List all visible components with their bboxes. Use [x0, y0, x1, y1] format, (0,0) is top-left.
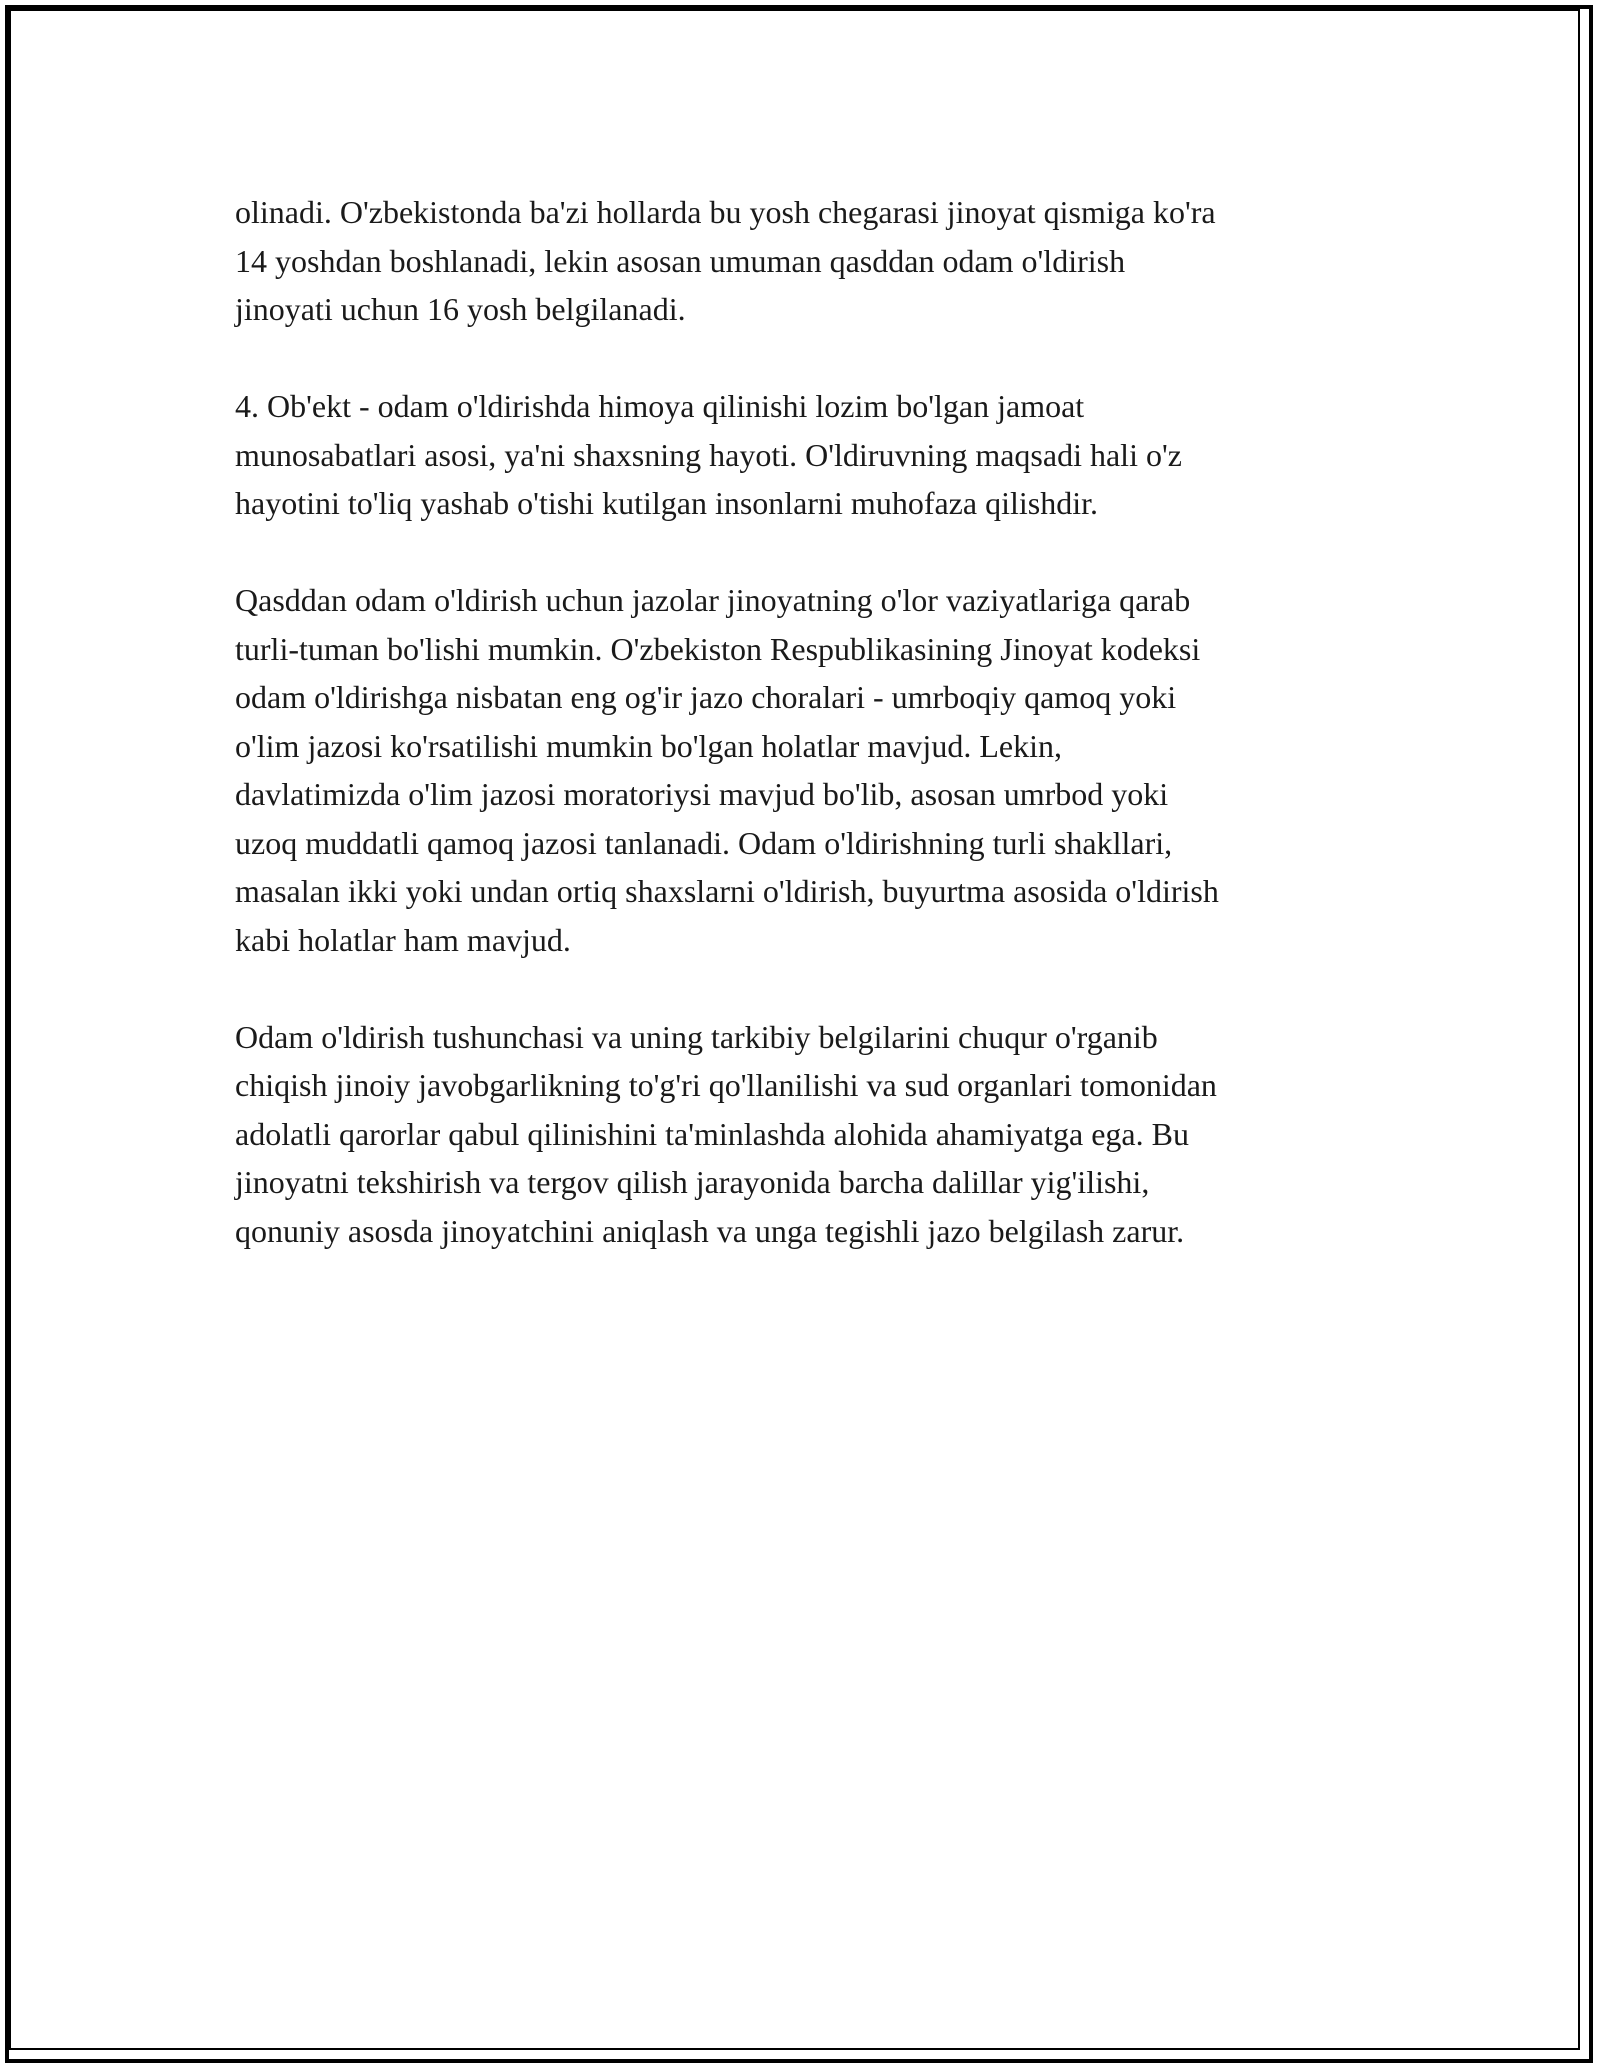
text-line: odam o'ldirishga nisbatan eng og'ir jazo choralari - umrboqiy qamoq yoki: [235, 679, 1177, 715]
text-line: davlatimizda o'lim jazosi moratoriysi mavjud bo'lib, asosan umrbod yoki: [235, 776, 1169, 812]
text-line: Qasddan odam o'ldirish uchun jazolar jinoyatning o'lor vaziyatlariga qarab: [235, 582, 1191, 618]
text-line: adolatli qarorlar qabul qilinishini ta'minlashda alohida ahamiyatga ega. Bu: [235, 1115, 1189, 1152]
paragraph-conclusion: [235, 1013, 1375, 1256]
text-line: olinadi. O'zbekistonda ba'zi hollarda bu yosh chegarasi jinoyat qismiga ko'ra: [235, 194, 1216, 230]
text-line: masalan ikki yoki undan ortiq shaxslarni o'ldirish, buyurtma asosida o'ldirish: [235, 873, 1219, 909]
text-line: munosabatlari asosi, ya'ni shaxsning hayoti. O'ldiruvning maqsadi hali o'z: [235, 436, 1182, 473]
text-line: jinoyatni tekshirish va tergov qilish jarayonida barcha dalillar yig'ilishi,: [235, 1164, 1150, 1200]
text-line: jinoyati uchun 16 yosh belgilanadi.: [235, 291, 686, 327]
text-line: o'lim jazosi ko'rsatilishi mumkin bo'lgan holatlar mavjud. Lekin,: [235, 727, 1062, 764]
text-line: hayotini to'liq yashab o'tishi kutilgan insonlarni muhofaza qilishdir.: [235, 485, 1098, 521]
paragraph-age-limit: [235, 188, 1375, 334]
text-line: uzoq muddatli qamoq jazosi tanlanadi. Odam o'ldirishning turli shakllari,: [235, 824, 1173, 861]
text-line: qonuniy asosda jinoyatchini aniqlash va unga tegishli jazo belgilash zarur.: [235, 1212, 1185, 1249]
text-line: chiqish jinoiy javobgarlikning to'g'ri qo'llanilishi va sud organlari tomonidan: [235, 1067, 1217, 1103]
text-line: turli-tuman bo'lishi mumkin. O'zbekiston Respublikasining Jinoyat kodeksi: [235, 630, 1201, 667]
text-line: 14 yoshdan boshlanadi, lekin asosan umuman qasddan odam o'ldirish: [235, 242, 1126, 279]
paragraph-object: [235, 382, 1375, 528]
document-body: [235, 188, 1375, 1304]
text-line: Odam o'ldirish tushunchasi va uning tarkibiy belgilarini chuqur o'rganib: [235, 1018, 1158, 1055]
text-line: 4. Ob'ekt - odam o'ldirishda himoya qilinishi lozim bo'lgan jamoat: [235, 388, 1085, 424]
text-line: kabi holatlar ham mavjud.: [235, 921, 571, 958]
paragraph-punishments: [235, 576, 1375, 964]
